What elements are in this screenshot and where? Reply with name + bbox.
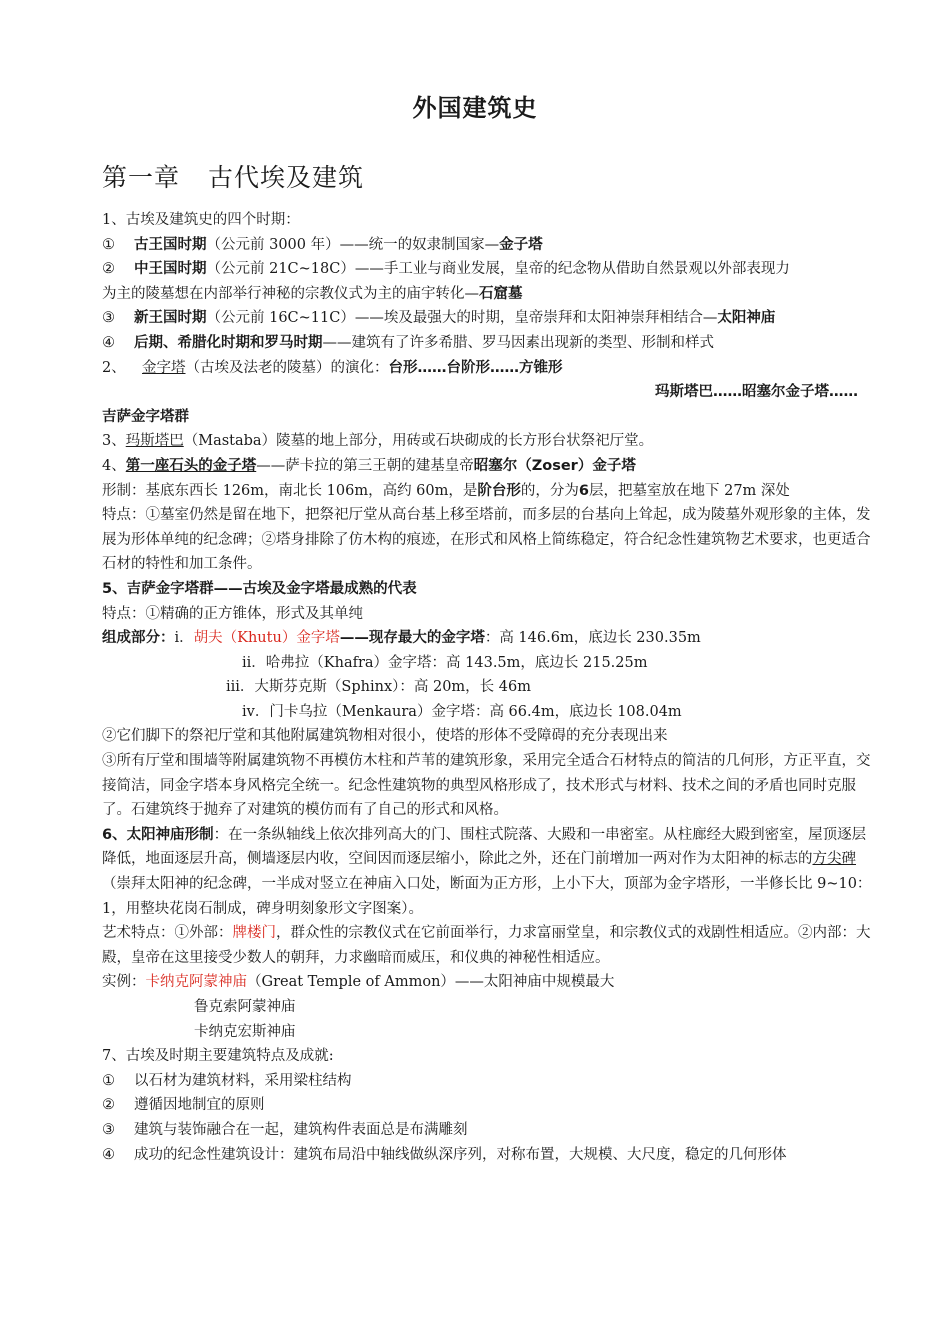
chapter-name: 古代埃及建筑 — [208, 163, 365, 192]
section-2-examples: 玛斯塔巴……昭塞尔金子塔…… — [655, 384, 858, 401]
document-body — [102, 208, 872, 1167]
section-3: 3、玛斯塔巴（Mastaba）陵墓的地上部分，用砖或石块砌成的长方形台状祭祀厅堂。 — [102, 433, 654, 450]
component-iv: iv．门卡乌拉（Menkaura）金字塔：高 66.4m，底边长 108.04m — [242, 703, 682, 720]
section-6-example-3: 卡纳克宏斯神庙 — [194, 1023, 296, 1040]
section-6-example-1: 实例：卡纳克阿蒙神庙（Great Temple of Ammon）——太阳神庙中规模最大 — [102, 974, 615, 991]
section-6-art: 艺术特点：①外部：牌楼门，群众性的宗教仪式在它前面举行，力求富丽堂皇，和宗教仪式的戏剧性相适应。②内部：大殿，皇帝在这里接受少数人的朝拜，力求幽暗而威压，和仪典的神秘性相适应。 — [102, 925, 871, 966]
section-5-heading: 5、吉萨金字塔群——古埃及金字塔最成熟的代表 — [102, 580, 417, 597]
achievement-3: ③ 建筑与装饰融合在一起，建筑构件表面总是布满雕刻 — [102, 1121, 468, 1138]
period-3: ③ 新王国时期（公元前 16C~11C）——埃及最强大的时期，皇帝崇拜和太阳神崇拜相结合—太阳神庙 — [102, 310, 776, 327]
chapter-number: 第一章 — [102, 163, 181, 192]
section-4-heading: 4、第一座石头的金子塔——萨卡拉的第三王朝的建基皇帝昭塞尔（Zoser）金子塔 — [102, 457, 636, 474]
chapter-heading — [102, 158, 364, 194]
section-1-heading: 1、古埃及建筑史的四个时期： — [102, 212, 300, 228]
period-2: ② 中王国时期（公元前 21C~18C）——手工业与商业发展，皇帝的纪念物从借助自然景观以外部表现力 — [102, 261, 790, 278]
section-2: 2、 金字塔（古埃及法老的陵墓）的演化：台形……台阶形……方锥形 — [102, 359, 563, 376]
section-5-trait-3: ③所有厅堂和围墙等附属建筑物不再模仿木柱和芦苇的建筑形象，采用完全适合石材特点的简洁的几何形，方正平直，交接简洁，同金字塔本身风格完全统一。纪念性建筑物的典型风格形成了，技术形式与材料、技术之间的矛盾也同时克服了。石建筑终于抛弃了对建筑的模仿而有了自己的形式和风格。 — [102, 753, 871, 819]
achievement-4: ④ 成功的纪念性建筑设计：建筑布局沿中轴线做纵深序列，对称布置，大规模、大尺度，稳定的几何形体 — [102, 1146, 787, 1163]
achievement-1: ① 以石材为建筑材料，采用梁柱结构 — [102, 1072, 352, 1089]
section-7-heading: 7、古埃及时期主要建筑特点及成就: — [102, 1048, 334, 1065]
achievement-2: ② 遵循因地制宜的原则 — [102, 1097, 265, 1114]
document-title: 外国建筑史 — [412, 94, 538, 122]
component-iii: iii．大斯芬克斯（Sphinx）：高 20m，长 46m — [226, 679, 531, 696]
section-5-trait-2: ②它们脚下的祭祀厅堂和其他附属建筑物相对很小，使塔的形体不受障碍的充分表现出来 — [102, 728, 668, 745]
section-6-example-2: 鲁克索阿蒙神庙 — [194, 999, 296, 1015]
period-2-continued: 为主的陵墓想在内部举行神秘的宗教仪式为主的庙宇转化—石窟墓 — [102, 285, 523, 302]
component-i: 组成部分：i．胡夫（Khutu）金字塔——现存最大的金字塔：高 146.6m，底边长 230.35m — [102, 630, 701, 647]
component-ii: ii．哈弗拉（Khafra）金字塔：高 143.5m，底边长 215.25m — [242, 654, 648, 671]
section-2-examples-end: 吉萨金字塔群 — [102, 408, 189, 425]
section-6-form: 6、太阳神庙形制：在一条纵轴线上依次排列高大的门、围柱式院落、大殿和一串密室。从柱廊经大殿到密室，屋顶逐层降低，地面逐层升高，侧墙逐层内收，空间因而逐层缩小，除此之外，还在门前增加一两对作为太阳神的标志的方尖碑（崇拜太阳神的纪念碑，一半成对竖立在神庙入口处，断面为正方形，上小下大，顶部为金字塔形，一半修长比 9~10：1，用整块花岗石制成，碑身明刻象形文字图案）。 — [102, 826, 872, 917]
section-5-trait-1: 特点：①精确的正方锥体，形式及其单纯 — [102, 605, 363, 622]
period-4: ④ 后期、希腊化时期和罗马时期——建筑有了许多希腊、罗马因素出现新的类型、形制和样式 — [102, 334, 714, 351]
section-4-form: 形制：基底东西长 126m，南北长 106m，高约 60m，是阶台形的，分为6层，把墓室放在地下 27m 深处 — [102, 482, 790, 499]
period-1: ① 古王国时期（公元前 3000 年）——统一的奴隶制国家—金子塔 — [102, 236, 543, 253]
section-4-traits: 特点：①墓室仍然是留在地下，把祭祀厅堂从高台基上移至塔前，而多层的台基向上耸起，成为陵墓外观形象的主体，发展为形体单纯的纪念碑；②塔身排除了仿木构的痕迹，在形式和风格上简练稳定，符合纪念性建筑物艺术要求，也更适合石材的特性和加工条件。 — [102, 507, 871, 573]
